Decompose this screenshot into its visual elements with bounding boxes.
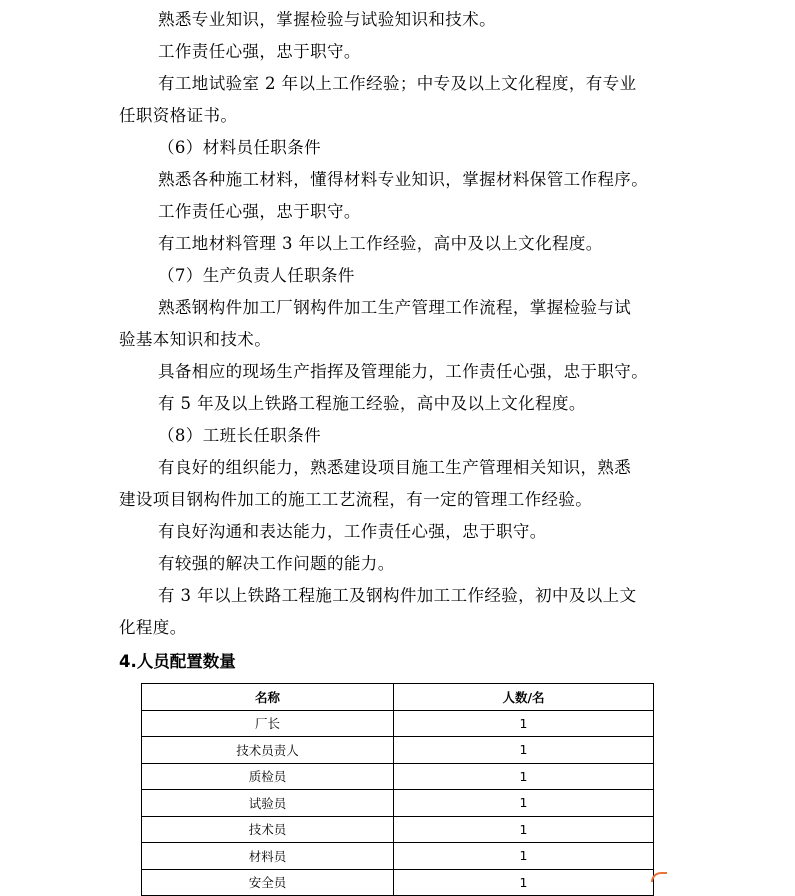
subsection-title: （8）工班长任职条件 xyxy=(158,426,321,445)
column-header-count: 人数/名 xyxy=(394,684,654,711)
paragraph-continuation: 建设项目钢构件加工的施工工艺流程，有一定的管理工作经验。 xyxy=(119,490,593,509)
paragraph: 熟悉各种施工材料，懂得材料专业知识，掌握材料保管工作程序。 xyxy=(158,170,649,189)
cell-count: 1 xyxy=(394,763,654,790)
section-heading: 4.人员配置数量 xyxy=(119,652,236,671)
paragraph: 有良好沟通和表达能力，工作责任心强，忠于职守。 xyxy=(158,522,547,541)
corner-mark-icon xyxy=(651,872,667,882)
paragraph: 具备相应的现场生产指挥及管理能力，工作责任心强，忠于职守。 xyxy=(158,362,649,381)
table-row xyxy=(142,737,654,764)
cell-role: 试验员 xyxy=(142,790,394,817)
paragraph: 有 5 年及以上铁路工程施工经验，高中及以上文化程度。 xyxy=(158,394,586,413)
cell-count: 1 xyxy=(394,869,654,896)
cell-role: 材料员 xyxy=(142,843,394,870)
paragraph: 有工地试验室 2 年以上工作经验；中专及以上文化程度，有专业 xyxy=(158,74,637,93)
cell-count: 1 xyxy=(394,737,654,764)
cell-count: 1 xyxy=(394,816,654,843)
paragraph: 有较强的解决工作问题的能力。 xyxy=(158,554,395,573)
cell-role: 技术员责人 xyxy=(142,737,394,764)
paragraph-continuation: 化程度。 xyxy=(119,618,187,637)
cell-count: 1 xyxy=(394,710,654,737)
cell-role: 技术员 xyxy=(142,816,394,843)
table-row xyxy=(142,790,654,817)
paragraph: 有 3 年以上铁路工程施工及钢构件加工工作经验，初中及以上文 xyxy=(158,586,637,605)
paragraph: 有工地材料管理 3 年以上工作经验，高中及以上文化程度。 xyxy=(158,234,603,253)
paragraph: 熟悉专业知识，掌握检验与试验知识和技术。 xyxy=(158,10,496,29)
paragraph: 熟悉钢构件加工厂钢构件加工生产管理工作流程，掌握检验与试 xyxy=(158,298,632,317)
paragraph: 工作责任心强，忠于职守。 xyxy=(158,202,361,221)
cell-role: 厂长 xyxy=(142,710,394,737)
staff-table xyxy=(141,683,654,896)
table-row xyxy=(142,843,654,870)
paragraph-continuation: 任职资格证书。 xyxy=(119,106,238,125)
table-row xyxy=(142,763,654,790)
table-header-row xyxy=(142,684,654,711)
paragraph-continuation: 验基本知识和技术。 xyxy=(119,330,272,349)
table-row xyxy=(142,816,654,843)
paragraph: 工作责任心强，忠于职守。 xyxy=(158,42,361,61)
column-header-name: 名称 xyxy=(142,684,394,711)
subsection-title: （6）材料员任职条件 xyxy=(158,138,321,157)
table-row xyxy=(142,869,654,896)
cell-count: 1 xyxy=(394,843,654,870)
cell-count: 1 xyxy=(394,790,654,817)
table-row xyxy=(142,710,654,737)
subsection-title: （7）生产负责人任职条件 xyxy=(158,266,355,285)
cell-role: 质检员 xyxy=(142,763,394,790)
paragraph: 有良好的组织能力，熟悉建设项目施工生产管理相关知识，熟悉 xyxy=(158,458,632,477)
cell-role: 安全员 xyxy=(142,869,394,896)
